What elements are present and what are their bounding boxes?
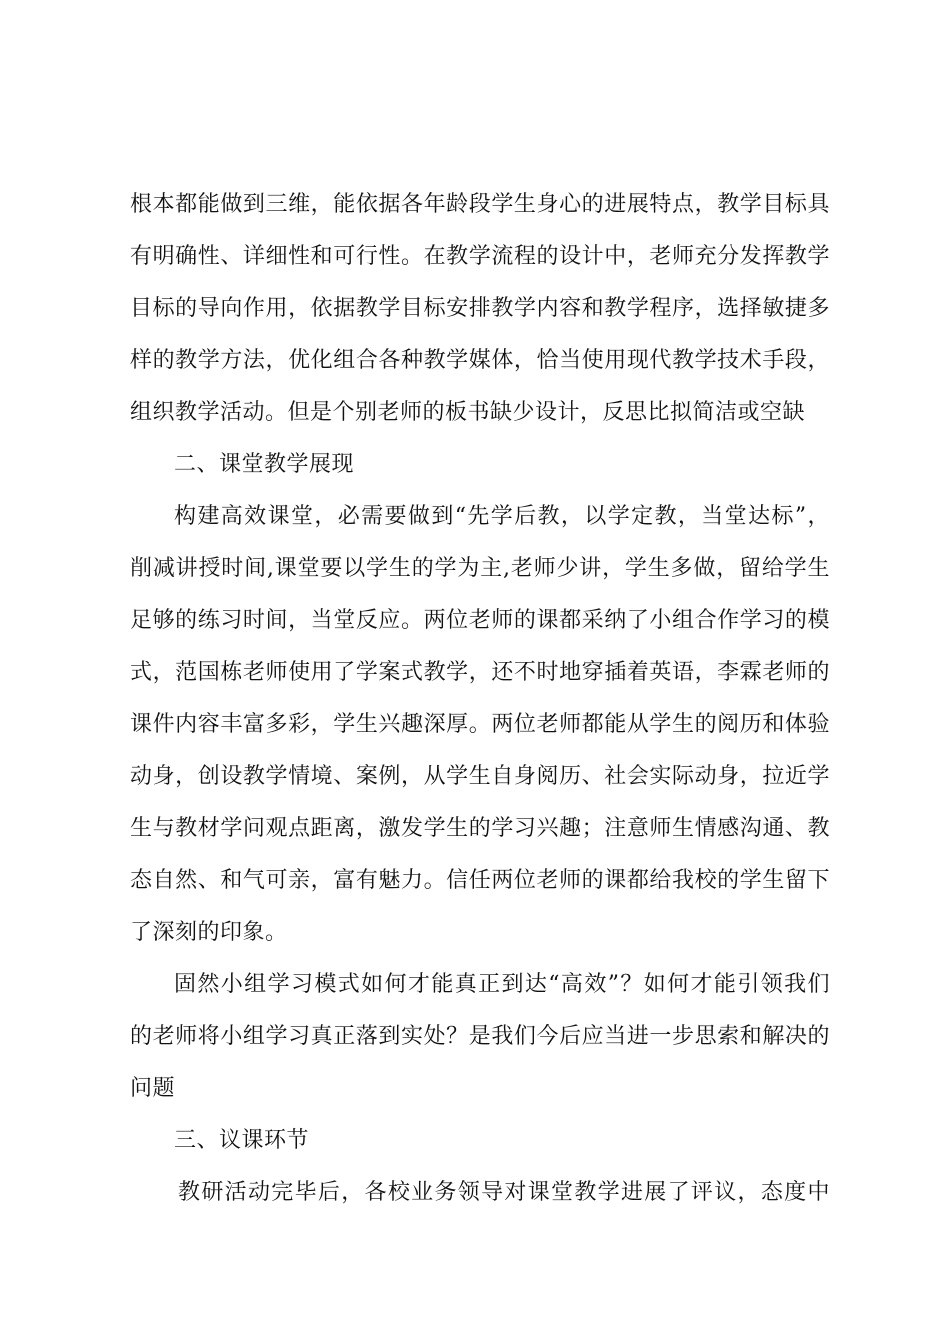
paragraph-line: 生与教材学问观点距离，激发学生的学习兴趣；注意师生情感沟通、教 xyxy=(130,816,830,841)
paragraph-line: 构建高效课堂，必需要做到“先学后教，以学定教，当堂达标”， xyxy=(174,504,830,529)
paragraph-line: 问题 xyxy=(130,1076,176,1101)
paragraph-line: 了深刻的印象。 xyxy=(130,920,288,945)
paragraph-line: 足够的练习时间，当堂反应。两位老师的课都采纳了小组合作学习的模 xyxy=(130,608,830,633)
paragraph-line: 有明确性、详细性和可行性。在教学流程的设计中，老师充分发挥教学 xyxy=(130,244,830,269)
paragraph-line: 式，范国栋老师使用了学案式教学，还不时地穿插着英语，李霖老师的 xyxy=(130,660,830,685)
paragraph-line: 组织教学活动。但是个别老师的板书缺少设计，反思比拟简洁或空缺 xyxy=(130,400,806,425)
paragraph-line: 目标的导向作用，依据教学目标安排教学内容和教学程序，选择敏捷多 xyxy=(130,296,830,321)
paragraph-line: 态自然、和气可亲，富有魅力。信任两位老师的课都给我校的学生留下 xyxy=(130,868,830,893)
paragraph-line: 动身，创设教学情境、案例，从学生自身阅历、社会实际动身，拉近学 xyxy=(130,764,830,789)
section-heading: 三、议课环节 xyxy=(174,1128,310,1153)
paragraph-line: 样的教学方法，优化组合各种教学媒体，恰当使用现代教学技术手段， xyxy=(130,348,830,373)
paragraph-line: 教研活动完毕后，各校业务领导对课堂教学进展了评议，态度中 xyxy=(178,1180,830,1205)
paragraph-line: 固然小组学习模式如何才能真正到达“高效”？如何才能引领我们 xyxy=(174,972,830,997)
paragraph-line: 根本都能做到三维，能依据各年龄段学生身心的进展特点，教学目标具 xyxy=(130,192,830,217)
paragraph-line: 课件内容丰富多彩，学生兴趣深厚。两位老师都能从学生的阅历和体验 xyxy=(130,712,830,737)
paragraph-line: 的老师将小组学习真正落到实处？是我们今后应当进一步思索和解决的 xyxy=(130,1024,830,1049)
section-heading: 二、课堂教学展现 xyxy=(174,452,355,477)
paragraph-line: 削减讲授时间,课堂要以学生的学为主,老师少讲，学生多做，留给学生 xyxy=(130,556,830,581)
